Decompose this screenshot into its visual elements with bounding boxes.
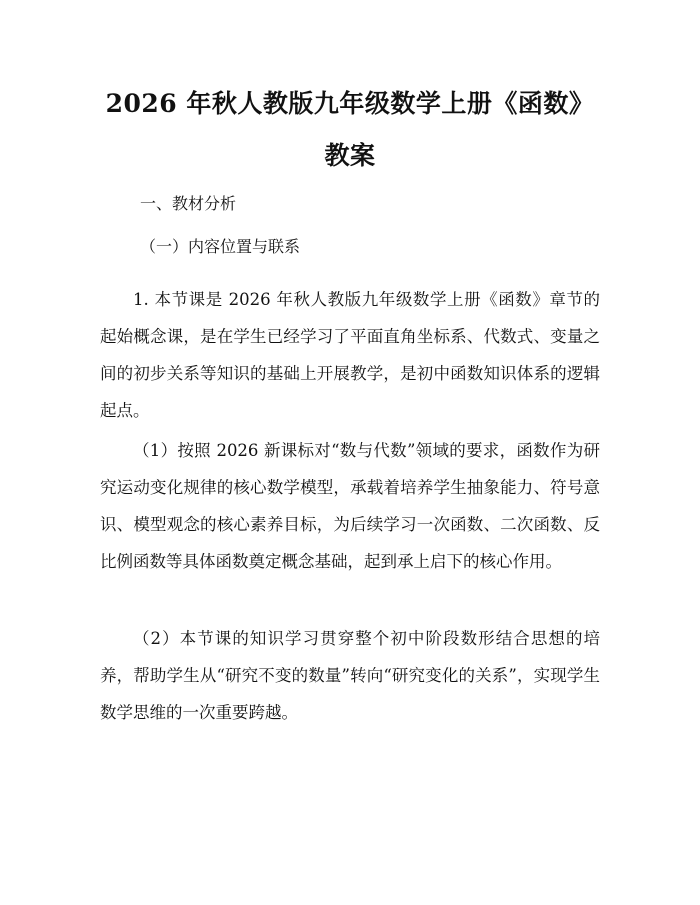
- paragraph-2: （1）按照 2026 新课标对“数与代数”领域的要求，函数作为研究运动变化规律的核心数学模型，承载着培养学生抽象能力、符号意识、模型观念的核心素养目标，为后续学习一次函数、二次函数、反比例函数等具体函数奠定概念基础，起到承上启下的核心作用。: [100, 441, 600, 571]
- subsection-heading: （一）内容位置与联系: [140, 237, 301, 256]
- section-heading: 一、教材分析: [140, 194, 237, 213]
- paragraph-3: （2）本节课的知识学习贯穿整个初中阶段数形结合思想的培养，帮助学生从“研究不变的数量”转向“研究变化的关系”，实现学生数学思维的一次重要跨越。: [100, 629, 600, 722]
- paragraph-1: 1. 本节课是 2026 年秋人教版九年级数学上册《函数》章节的起始概念课，是在学生已经学习了平面直角坐标系、代数式、变量之间的初步关系等知识的基础上开展教学，是初中函数知识体系的逻辑起点。: [100, 290, 600, 420]
- document-title: 2026 年秋人教版九年级数学上册《函数》教案: [105, 89, 595, 170]
